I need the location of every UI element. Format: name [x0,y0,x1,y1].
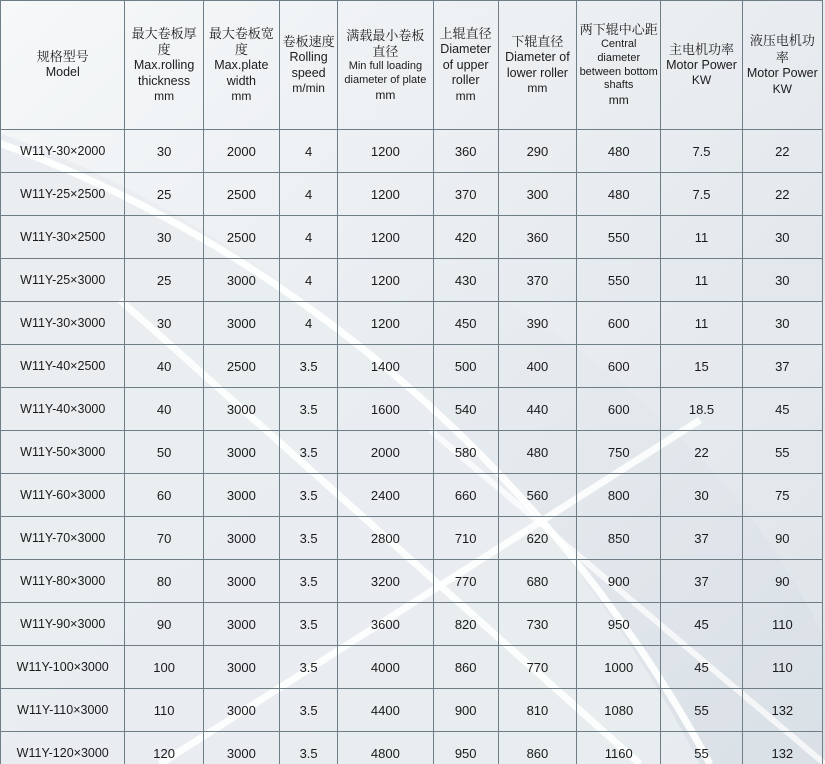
table-cell: 580 [433,431,498,474]
table-cell: 30 [125,130,203,173]
header-cn: 上辊直径 [439,25,492,41]
cell-model: W11Y-50×3000 [1,431,125,474]
header-unit: mm [527,81,548,96]
table-cell: 360 [498,216,576,259]
table-cell: 3200 [338,560,433,603]
table-cell: 850 [577,517,661,560]
table-cell: 55 [661,689,742,732]
table-cell: 2500 [203,345,279,388]
table-cell: 480 [577,130,661,173]
header-cn: 液压电机功率 [749,33,815,65]
table-cell: 540 [433,388,498,431]
header-en: Diameter of lower roller [505,50,570,80]
column-header-motor-power [661,1,742,130]
table-cell: 22 [661,431,742,474]
table-cell: 810 [498,689,576,732]
table-cell: 2500 [203,173,279,216]
table-cell: 2000 [203,130,279,173]
table-row [1,560,823,603]
table-cell: 1000 [577,646,661,689]
table-cell: 1200 [338,130,433,173]
table-cell: 37 [661,560,742,603]
table-cell: 30 [742,216,822,259]
cell-model: W11Y-90×3000 [1,603,125,646]
table-cell: 950 [577,603,661,646]
table-cell: 11 [661,302,742,345]
table-cell: 1400 [338,345,433,388]
cell-model: W11Y-40×2500 [1,345,125,388]
table-cell: 950 [433,732,498,764]
table-cell: 55 [742,431,822,474]
table-cell: 40 [125,345,203,388]
table-row [1,259,823,302]
table-cell: 30 [661,474,742,517]
table-cell: 3000 [203,388,279,431]
table-cell: 2500 [203,216,279,259]
table-cell: 18.5 [661,388,742,431]
table-cell: 1200 [338,216,433,259]
table-cell: 7.5 [661,130,742,173]
table-cell: 3000 [203,517,279,560]
table-cell: 400 [498,345,576,388]
table-cell: 3000 [203,474,279,517]
table-cell: 860 [433,646,498,689]
table-row [1,474,823,517]
table-cell: 770 [498,646,576,689]
cell-model: W11Y-30×2500 [1,216,125,259]
table-cell: 25 [125,173,203,216]
header-unit: mm [455,89,476,104]
table-cell: 70 [125,517,203,560]
table-cell: 45 [742,388,822,431]
table-cell: 3.5 [280,560,338,603]
table-cell: 45 [661,603,742,646]
table-cell: 11 [661,216,742,259]
table-cell: 40 [125,388,203,431]
cell-model: W11Y-120×3000 [1,732,125,764]
table-cell: 480 [577,173,661,216]
table-cell: 25 [125,259,203,302]
table-body [1,130,823,764]
table-cell: 37 [742,345,822,388]
table-row [1,345,823,388]
column-header-max-plate-width [203,1,279,130]
header-cn: 卷板速度 [282,33,335,49]
table-cell: 90 [742,560,822,603]
table-cell: 100 [125,646,203,689]
table-row [1,388,823,431]
table-cell: 4800 [338,732,433,764]
table-cell: 110 [742,603,822,646]
table-cell: 3000 [203,646,279,689]
table-cell: 750 [577,431,661,474]
header-en: Motor Power [746,65,818,80]
cell-model: W11Y-80×3000 [1,560,125,603]
header-en: Max.plate width [214,58,269,88]
table-cell: 480 [498,431,576,474]
table-cell: 600 [577,302,661,345]
table-row [1,689,823,732]
cell-model: W11Y-60×3000 [1,474,125,517]
table-cell: 3000 [203,302,279,345]
table-cell: 600 [577,388,661,431]
table-cell: 370 [498,259,576,302]
table-cell: 15 [661,345,742,388]
header-unit: m/min [292,81,325,96]
table-cell: 660 [433,474,498,517]
table-cell: 3000 [203,732,279,764]
header-small: Min full loading diameter of plate [344,60,427,86]
table-cell: 3.5 [280,388,338,431]
header-cn: 最大卷板厚度 [131,25,197,57]
header-cn: 最大卷板宽度 [208,25,274,57]
table-row [1,732,823,764]
table-cell: 550 [577,259,661,302]
table-cell: 22 [742,130,822,173]
table-cell: 3.5 [280,517,338,560]
table-cell: 3.5 [280,689,338,732]
table-cell: 770 [433,560,498,603]
table-cell: 3600 [338,603,433,646]
table-cell: 430 [433,259,498,302]
header-unit: mm [231,89,252,104]
table-cell: 620 [498,517,576,560]
header-unit: mm [608,93,629,108]
table-row [1,517,823,560]
cell-model: W11Y-40×3000 [1,388,125,431]
column-header-lower-roller-diameter [498,1,576,130]
table-cell: 4 [280,259,338,302]
table-cell: 900 [433,689,498,732]
table-cell: 1200 [338,259,433,302]
table-cell: 90 [742,517,822,560]
table-cell: 30 [742,259,822,302]
header-en: Motor Power [666,57,737,72]
table-cell: 600 [577,345,661,388]
table-cell: 440 [498,388,576,431]
table-cell: 820 [433,603,498,646]
column-header-hydraulic-motor-power [742,1,822,130]
table-cell: 55 [661,732,742,764]
table-cell: 2400 [338,474,433,517]
header-row [1,1,823,130]
table-cell: 3000 [203,689,279,732]
table-cell: 3000 [203,259,279,302]
table-cell: 730 [498,603,576,646]
table-cell: 4 [280,173,338,216]
table-cell: 1080 [577,689,661,732]
table-row [1,431,823,474]
column-header-model [1,1,125,130]
header-unit: mm [154,89,175,104]
cell-model: W11Y-100×3000 [1,646,125,689]
table-cell: 2800 [338,517,433,560]
table-cell: 11 [661,259,742,302]
table-cell: 900 [577,560,661,603]
header-en: Max.rolling thickness [133,58,195,88]
table-header [1,1,823,130]
table-row [1,603,823,646]
table-cell: 860 [498,732,576,764]
table-cell: 60 [125,474,203,517]
table-cell: 3.5 [280,431,338,474]
table-cell: 710 [433,517,498,560]
header-cn: 主电机功率 [668,41,734,57]
table-cell: 90 [125,603,203,646]
table-row [1,173,823,216]
table-cell: 75 [742,474,822,517]
header-cn: 规格型号 [36,49,89,65]
cell-model: W11Y-25×2500 [1,173,125,216]
column-header-rolling-speed [280,1,338,130]
table-cell: 7.5 [661,173,742,216]
table-cell: 3.5 [280,646,338,689]
column-header-central-diameter-bottom-shafts [577,1,661,130]
table-cell: 30 [125,216,203,259]
table-cell: 110 [742,646,822,689]
header-cn: 满载最小卷板直径 [346,27,425,59]
table-cell: 110 [125,689,203,732]
table-cell: 3000 [203,560,279,603]
table-cell: 50 [125,431,203,474]
table-cell: 30 [742,302,822,345]
header-en: Rolling speed [289,50,328,80]
table-cell: 4 [280,216,338,259]
column-header-upper-roller-diameter [433,1,498,130]
table-cell: 390 [498,302,576,345]
table-row [1,216,823,259]
table-cell: 300 [498,173,576,216]
column-header-min-full-loading-diameter [338,1,433,130]
cell-model: W11Y-30×3000 [1,302,125,345]
table-row [1,302,823,345]
table-cell: 500 [433,345,498,388]
table-cell: 37 [661,517,742,560]
cell-model: W11Y-110×3000 [1,689,125,732]
table-cell: 80 [125,560,203,603]
table-cell: 132 [742,732,822,764]
header-unit: KW [691,73,712,88]
table-cell: 3000 [203,431,279,474]
table-row [1,130,823,173]
table-cell: 1200 [338,173,433,216]
header-en: Model [45,65,80,80]
table-cell: 420 [433,216,498,259]
table-cell: 3.5 [280,474,338,517]
table-cell: 680 [498,560,576,603]
header-small: Central diameter between bottom shafts [579,38,658,92]
table-cell: 120 [125,732,203,764]
table-cell: 4 [280,130,338,173]
cell-model: W11Y-70×3000 [1,517,125,560]
header-cn: 两下辊中心距 [579,21,658,37]
table-cell: 4000 [338,646,433,689]
table-row [1,646,823,689]
cell-model: W11Y-25×3000 [1,259,125,302]
table-cell: 1160 [577,732,661,764]
cell-model: W11Y-30×2000 [1,130,125,173]
table-cell: 2000 [338,431,433,474]
table-cell: 550 [577,216,661,259]
header-unit: mm [375,87,396,102]
table-cell: 290 [498,130,576,173]
table-cell: 22 [742,173,822,216]
header-unit: KW [772,81,792,96]
table-cell: 370 [433,173,498,216]
table-cell: 360 [433,130,498,173]
table-cell: 1600 [338,388,433,431]
table-cell: 1200 [338,302,433,345]
table-cell: 4 [280,302,338,345]
table-cell: 132 [742,689,822,732]
table-cell: 3.5 [280,603,338,646]
table-cell: 4400 [338,689,433,732]
column-header-max-rolling-thickness [125,1,203,130]
table-cell: 3.5 [280,345,338,388]
table-cell: 800 [577,474,661,517]
header-cn: 下辊直径 [511,33,564,49]
table-cell: 45 [661,646,742,689]
table-cell: 450 [433,302,498,345]
table-cell: 3000 [203,603,279,646]
table-cell: 3.5 [280,732,338,764]
table-cell: 560 [498,474,576,517]
table-cell: 30 [125,302,203,345]
header-en: Diameter of upper roller [440,42,492,88]
